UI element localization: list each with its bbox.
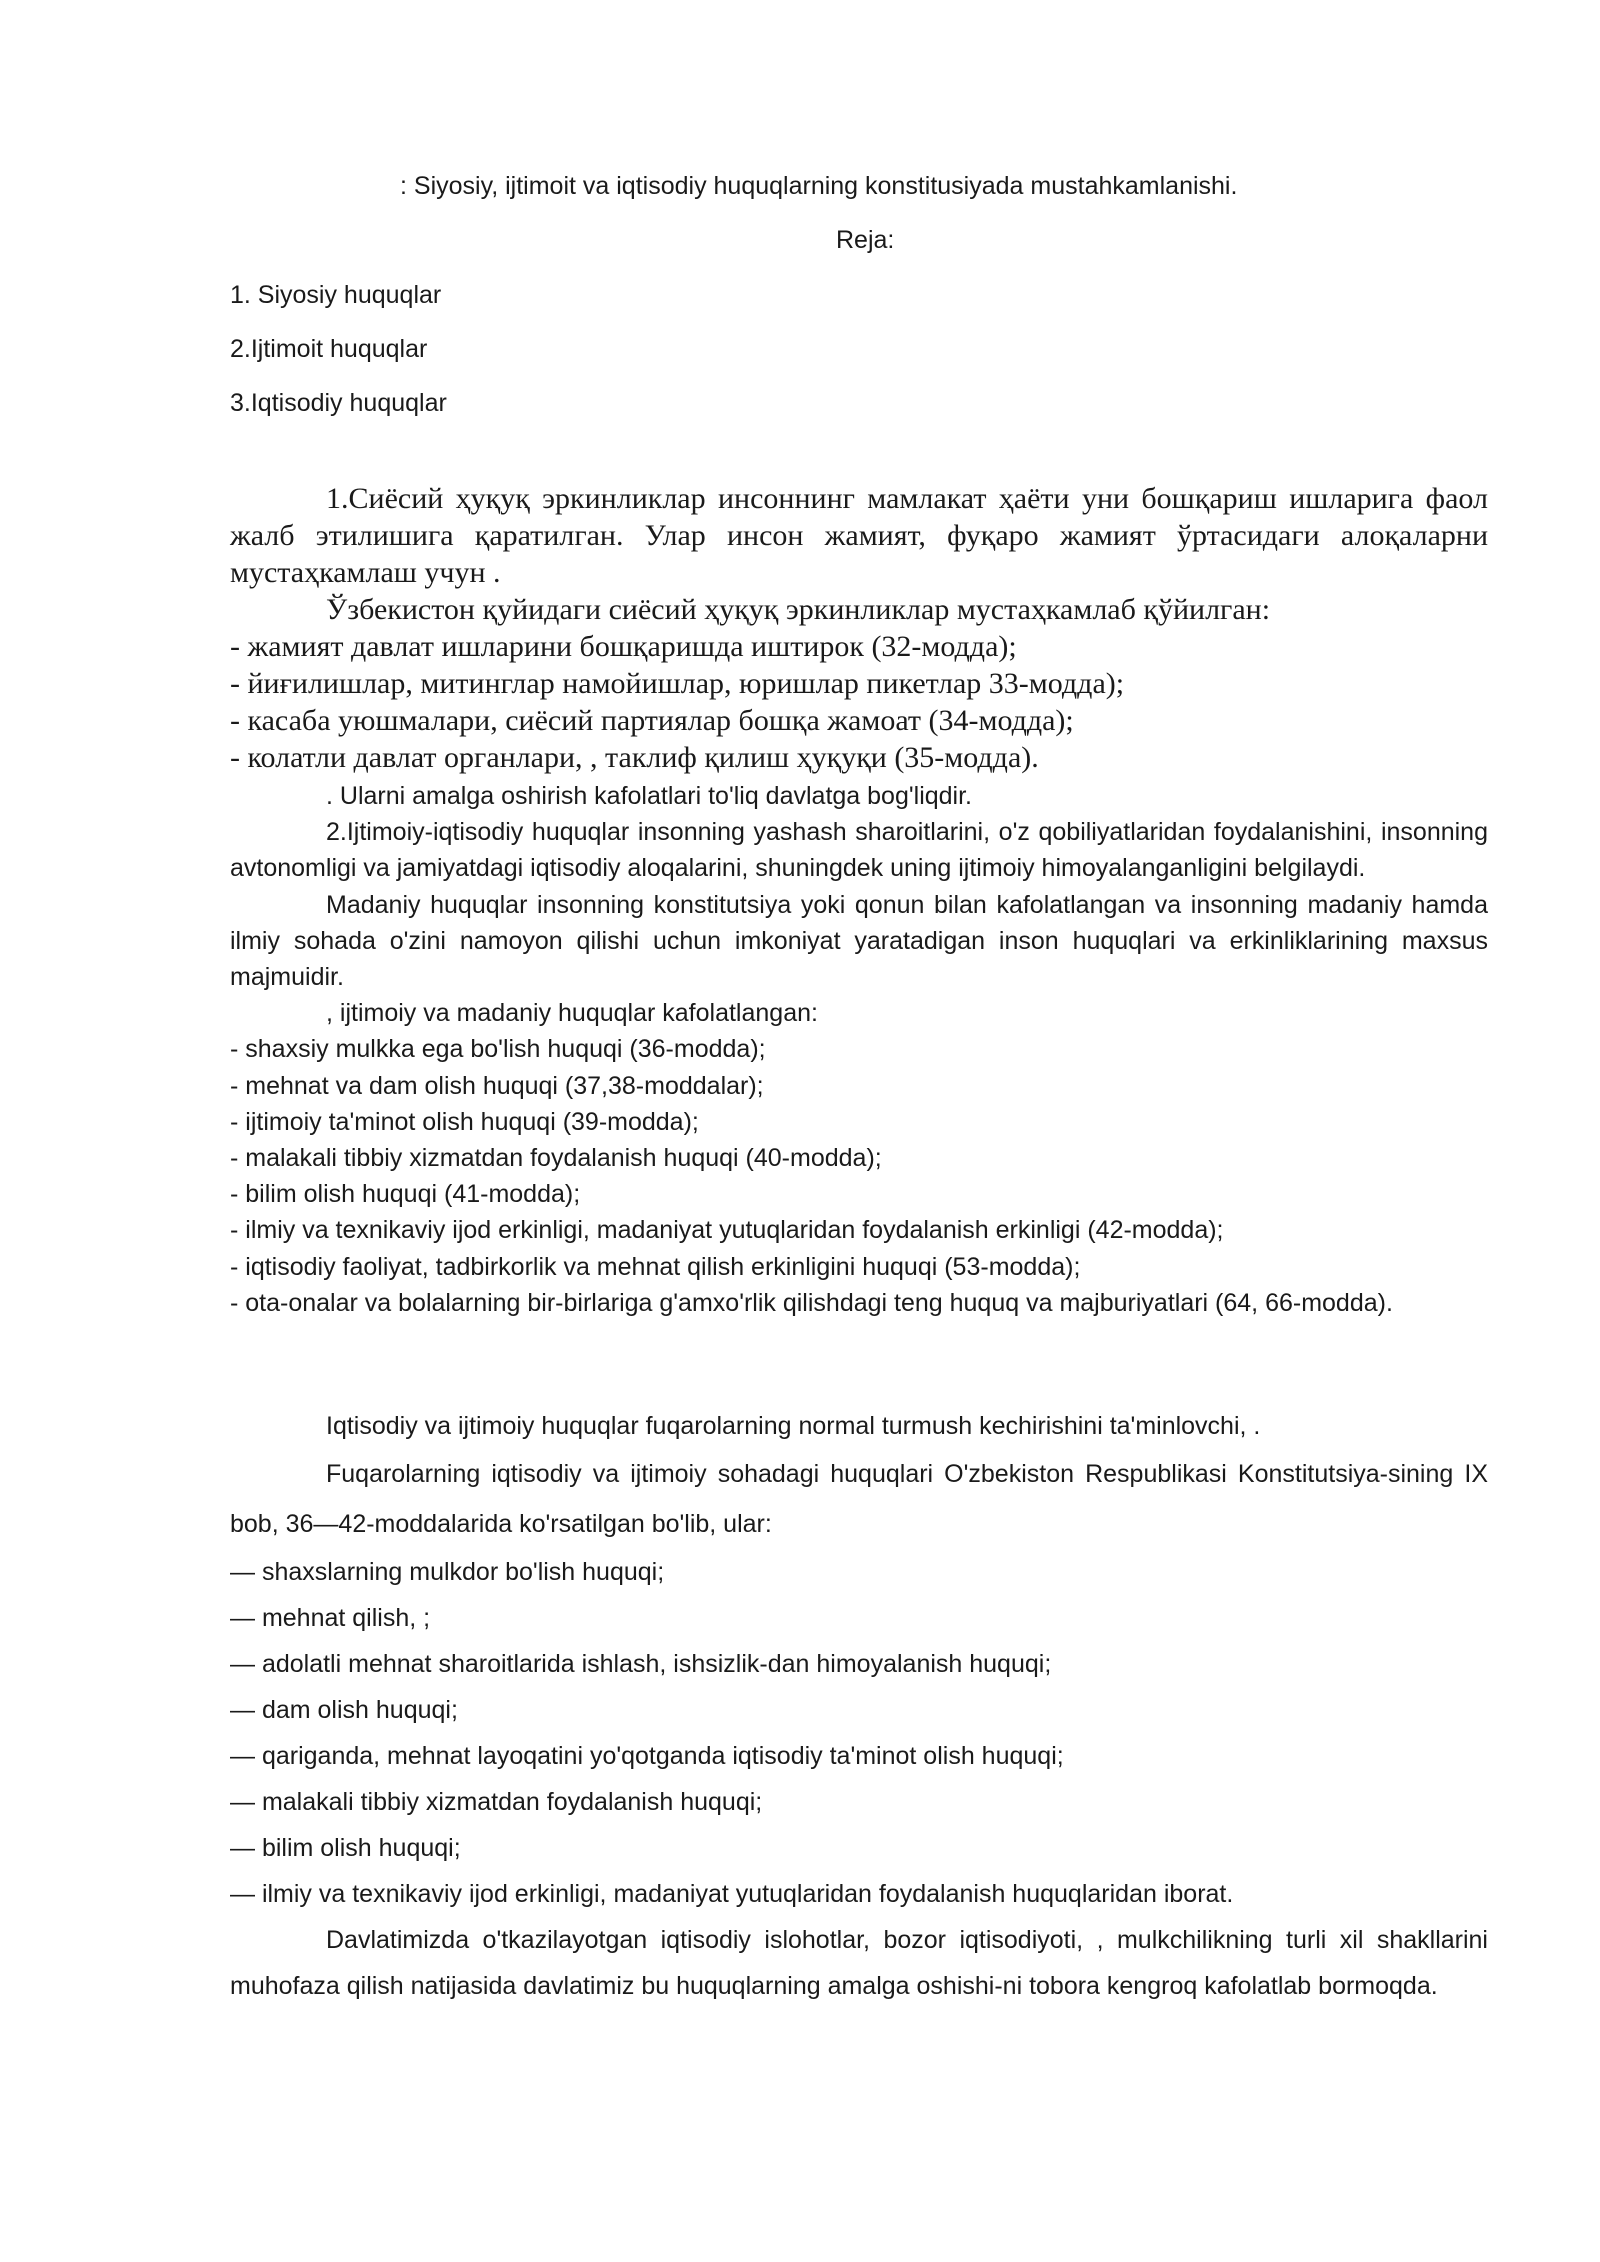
list-item: - bilim olish huquqi (41-modda);	[230, 1180, 581, 1209]
list-item: - йиғилишлар, митинглар намойишлар, юришлар пикетлар 33-модда);	[230, 667, 1125, 700]
section3-intro: Iqtisodiy va ijtimoiy huquqlar fuqarolarning normal turmush kechirishini ta'minlovchi, .	[326, 1412, 1261, 1440]
plan-heading: Reja:	[836, 226, 895, 254]
list-item: — bilim olish huquqi;	[230, 1834, 461, 1862]
section-social-economic-rights	[230, 778, 1488, 1321]
section1-intro: 1.Сиёсий ҳуқуқ эркинликлар инсоннинг мамлакат ҳаёти уни бошқариш ишларига фаол жалб этилишига қаратилган. Улар инсон жамият, фуқаро жамият ўртасидаги алоқаларни мустаҳкамлаш учун .	[230, 482, 1488, 589]
section2-intro: 2.Ijtimoiy-iqtisodiy huquqlar insonning yashash sharoitlarini, o'z qobiliyatlaridan foydalanishini, insonning avtonomligi va jamiyatdagi iqtisodiy aloqalarini, shuningdek uning ijtimoiy himoyalanganligini belgilaydi.	[230, 818, 1488, 883]
list-item: - mehnat va dam olish huquqi (37,38-moddalar);	[230, 1071, 764, 1100]
plan-item: 1. Siyosiy huquqlar	[230, 281, 442, 309]
list-item: - iqtisodiy faoliyat, tadbirkorlik va mehnat qilish erkinligini huquqi (53-modda);	[230, 1252, 1081, 1281]
list-item: - ilmiy va texnikaviy ijod erkinligi, madaniyat yutuqlaridan foydalanish erkinligi (42-modda);	[230, 1216, 1224, 1245]
document-title: : Siyosiy, ijtimoit va iqtisodiy huquqlarning konstitusiyada mustahkamlanishi.	[400, 172, 1238, 200]
list-item: — shaxslarning mulkdor bo'lish huquqi;	[230, 1558, 665, 1586]
section2-lead: , ijtimoiy va madaniy huquqlar kafolatlangan:	[326, 999, 818, 1028]
section3-lead: Fuqarolarning iqtisodiy va ijtimoiy sohadagi huquqlari O'zbekiston Respublikasi Konstitutsiya-sining IX bob, 36—42-moddalarida ko'rsatilgan bo'lib, ular:	[230, 1460, 1488, 1538]
list-item: - malakali tibbiy xizmatdan foydalanish huquqi (40-modda);	[230, 1144, 882, 1173]
section3-closing: Davlatimizda o'tkazilayotgan iqtisodiy islohotlar, bozor iqtisodiyoti, , mulkchilikning turli xil shakllarini muhofaza qilish natijasida davlatimiz bu huquqlarning amalga oshishi-ni tobora kengroq kafolatlab bormoqda.	[230, 1926, 1488, 2000]
plan-item: 3.Iqtisodiy huquqlar	[230, 389, 447, 417]
list-item: — adolatli mehnat sharoitlarida ishlash, ishsizlik-dan himoyalanish huquqi;	[230, 1650, 1052, 1678]
section-political-rights	[230, 480, 1488, 776]
list-item: — ilmiy va texnikaviy ijod erkinligi, madaniyat yutuqlaridan foydalanish huquqlaridan iborat.	[230, 1880, 1234, 1908]
section1-lead: Ўзбекистон қуйидаги сиёсий ҳуқуқ эркинликлар мустаҳкамлаб қўйилган:	[326, 593, 1271, 626]
list-item: - колатли давлат органлари, , таклиф қилиш ҳуқуқи (35-модда).	[230, 741, 1039, 774]
list-item: — mehnat qilish, ;	[230, 1604, 431, 1632]
section1-closing: . Ularni amalga oshirish kafolatlari to'liq davlatga bog'liqdir.	[326, 782, 972, 810]
list-item: - жамият давлат ишларини бошқаришда иштирок (32-модда);	[230, 630, 1017, 663]
plan-item: 2.Ijtimoit huquqlar	[230, 335, 428, 363]
list-item: - касаба уюшмалари, сиёсий партиялар бошқа жамоат (34-модда);	[230, 704, 1074, 737]
list-item: - shaxsiy mulkka ega bo'lish huquqi (36-modda);	[230, 1035, 766, 1064]
list-item: - ota-onalar va bolalarning bir-birlariga g'amxo'rlik qilishdagi teng huquq va majburiyatlari (64, 66-modda).	[230, 1288, 1393, 1317]
section-economic-rights	[230, 1403, 1488, 2009]
section2-cultural: Madaniy huquqlar insonning konstitutsiya yoki qonun bilan kafolatlangan va insonning madaniy hamda ilmiy sohada o'zini namoyon qilishi uchun imkoniyat yaratadigan inson huquqlari va erkinliklarining maxsus majmuidir.	[230, 890, 1488, 992]
list-item: — qariganda, mehnat layoqatini yo'qotganda iqtisodiy ta'minot olish huquqi;	[230, 1742, 1064, 1770]
list-item: — dam olish huquqi;	[230, 1696, 458, 1724]
list-item: — malakali tibbiy xizmatdan foydalanish huquqi;	[230, 1788, 763, 1816]
list-item: - ijtimoiy ta'minot olish huquqi (39-modda);	[230, 1107, 699, 1136]
